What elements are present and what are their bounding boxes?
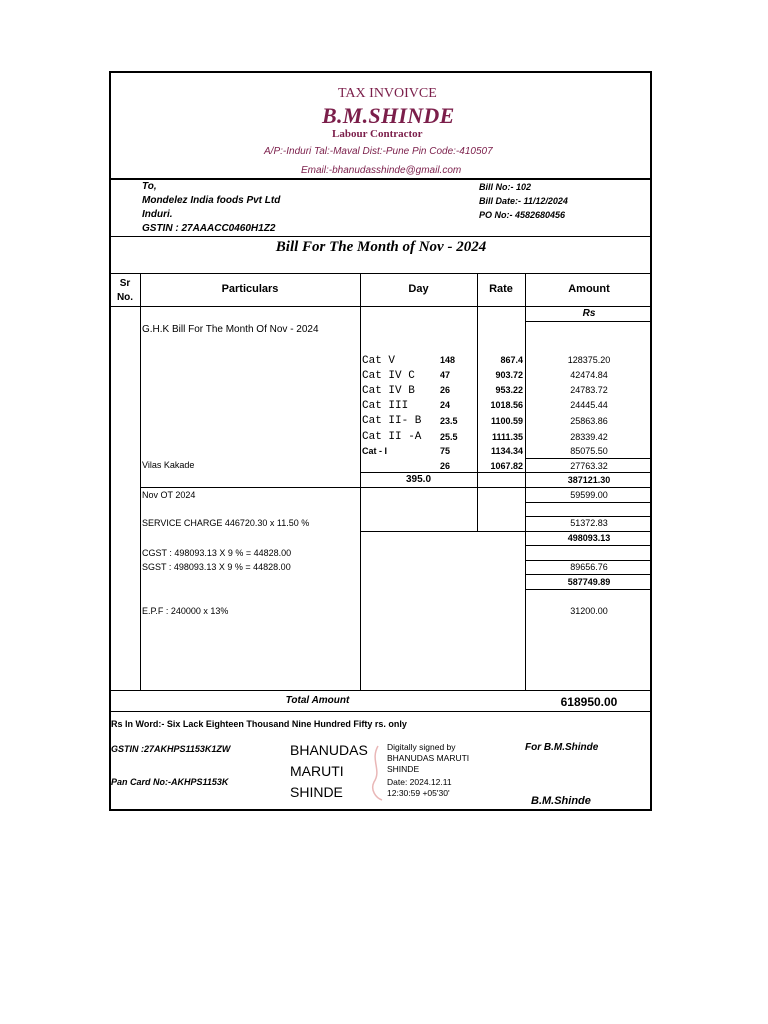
company-email: Email:-bhanudasshinde@gmail.com (301, 165, 462, 176)
item-category: Cat IV C (362, 370, 415, 382)
item-day: 47 (440, 370, 451, 380)
col-no: No. (116, 292, 134, 303)
signature-date: Date: 2024.12.11 (387, 777, 452, 787)
day-total: 395.0 (405, 474, 432, 485)
service-amount: 51372.83 (570, 518, 608, 528)
item-category: Cat V (362, 355, 396, 367)
item-amount: 128375.20 (567, 355, 611, 365)
item-rate: 1067.82 (490, 461, 523, 471)
item-amount: 28339.42 (570, 432, 608, 442)
divider (525, 560, 652, 561)
divider (110, 273, 652, 274)
service-label: SERVICE CHARGE 446720.30 x 11.50 % (142, 518, 310, 528)
currency-label: Rs (582, 308, 596, 319)
for-company: For B.M.Shinde (525, 742, 599, 753)
item-rate: 953.22 (495, 385, 523, 395)
company-address: A/P:-Induri Tal:-Maval Dist:-Pune Pin Code:-410507 (264, 146, 493, 157)
divider (525, 574, 652, 575)
item-rate: 867.4 (500, 355, 523, 365)
divider (110, 178, 652, 180)
customer-city: Induri. (142, 209, 173, 220)
item-day: 75 (440, 446, 451, 456)
bill-title: Bill For The Month of Nov - 2024 (275, 239, 487, 255)
item-amount: 24445.44 (570, 400, 608, 410)
gst-amount: 89656.76 (570, 562, 608, 572)
total-amount: 618950.00 (560, 695, 618, 709)
item-day: 26 (440, 461, 451, 471)
amount-in-words: Rs In Word:- Six Lack Eighteen Thousand Nine Hundred Fifty rs. only (111, 719, 407, 729)
item-day: 23.5 (440, 416, 458, 426)
column-line (477, 273, 478, 531)
supplier-gstin: GSTIN :27AKHPS1153K1ZW (111, 744, 231, 754)
item-amount: 27763.32 (570, 461, 608, 471)
authorized-signatory: B.M.Shinde (531, 795, 591, 807)
epf-amount: 31200.00 (570, 606, 608, 616)
sgst-label: SGST : 498093.13 X 9 % = 44828.00 (142, 562, 291, 572)
divider (110, 690, 652, 691)
item-rate: 1111.35 (491, 432, 523, 442)
divider (110, 236, 652, 237)
pan-card: Pan Card No:-AKHPS1153K (111, 777, 229, 787)
subtotal: 387121.30 (567, 475, 611, 485)
bill-number: Bill No:- 102 (479, 182, 532, 192)
item-day: 24 (440, 400, 451, 410)
ot-amount: 59599.00 (570, 490, 608, 500)
item-rate: 1100.59 (490, 416, 523, 426)
document-type: TAX INVOIVCE (338, 86, 437, 101)
company-name: B.M.SHINDE (322, 103, 455, 128)
item-amount: 24783.72 (570, 385, 608, 395)
col-rate: Rate (489, 283, 513, 295)
item-category: Cat - I (362, 446, 388, 456)
ghk-title: G.H.K Bill For The Month Of Nov - 2024 (142, 324, 319, 335)
after-gst-amount: 587749.89 (567, 577, 611, 587)
cgst-label: CGST : 498093.13 X 9 % = 44828.00 (142, 548, 292, 558)
divider (525, 458, 652, 459)
signature-info: BHANUDAS MARUTI (387, 753, 470, 763)
col-day: Day (408, 283, 429, 295)
divider (525, 321, 652, 322)
item-category: Cat III (362, 400, 409, 412)
total-label: Total Amount (285, 695, 350, 706)
item-amount: 42474.84 (570, 370, 608, 380)
item-amount: 85075.50 (570, 446, 608, 456)
col-particulars: Particulars (221, 283, 279, 295)
item-rate: 1018.56 (490, 400, 523, 410)
item-amount: 25863.86 (570, 416, 608, 426)
col-sr: Sr (119, 278, 131, 289)
signature-name: SHINDE (290, 784, 343, 800)
po-number: PO No:- 4582680456 (479, 210, 566, 220)
item-day: 25.5 (440, 432, 458, 442)
ot-label: Nov OT 2024 (142, 490, 196, 500)
item-day: 26 (440, 385, 451, 395)
signature-mark-icon (360, 742, 390, 804)
divider (360, 472, 652, 473)
item-category: Cat II -A (362, 431, 422, 443)
divider (525, 502, 652, 503)
bill-date: Bill Date:- 11/12/2024 (479, 196, 568, 206)
divider (525, 545, 652, 546)
divider (360, 531, 652, 532)
divider (525, 589, 652, 590)
signature-time: 12:30:59 +05'30' (387, 788, 450, 798)
column-line (140, 273, 141, 690)
signature-name: MARUTI (290, 763, 344, 779)
divider (110, 711, 652, 712)
item-category: Cat IV B (362, 385, 415, 397)
epf-label: E.P.F : 240000 x 13% (142, 606, 229, 616)
divider (110, 306, 652, 307)
signature-info: Digitally signed by (387, 742, 456, 752)
signature-info: SHINDE (387, 764, 420, 774)
taxable-amount: 498093.13 (567, 533, 611, 543)
signature-name: BHANUDAS (290, 742, 368, 758)
divider (525, 516, 652, 517)
item-rate: 1134.34 (490, 446, 523, 456)
item-rate: 903.72 (495, 370, 523, 380)
company-subtitle: Labour Contractor (332, 128, 423, 140)
divider (140, 487, 652, 488)
customer-name: Mondelez India foods Pvt Ltd (142, 195, 281, 206)
col-amount: Amount (568, 283, 610, 295)
to-label: To, (142, 181, 157, 192)
customer-gstin: GSTIN : 27AAACC0460H1Z2 (142, 223, 276, 234)
item-category: Cat II- B (362, 415, 422, 427)
item-day: 148 (440, 355, 456, 365)
worker-name: Vilas Kakade (142, 460, 195, 470)
